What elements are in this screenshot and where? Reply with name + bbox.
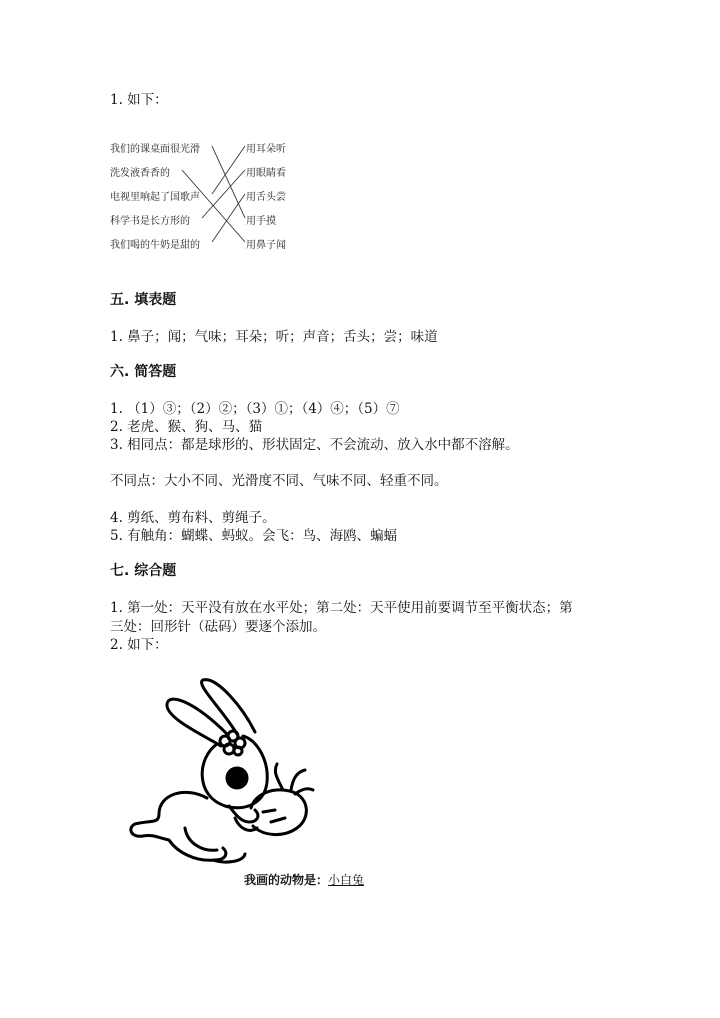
section-5-heading: 五. 填表题 — [110, 292, 177, 308]
match-left-1: 我们的课桌面很光滑 — [110, 144, 200, 155]
q4-item1: 1. 如下： — [110, 92, 168, 108]
match-line-1 — [212, 146, 245, 218]
match-left-4: 科学书是长方形的 — [110, 216, 190, 227]
match-left-2: 洗发液香香的 — [110, 168, 170, 179]
matching-lines — [0, 0, 720, 300]
rabbit-drawing — [125, 678, 365, 878]
match-line-3 — [212, 146, 245, 194]
s6-item1: 1. （1）③；（2）②；（3）①；（4）④；（5）⑦ — [110, 401, 400, 417]
drawing-caption — [244, 871, 364, 888]
section-7-heading: 七. 综合题 — [110, 563, 177, 579]
s6-item3: 3. 相同点：都是球形的、形状固定、不会流动、放入水中都不溶解。 — [110, 437, 519, 453]
section-6-heading: 六. 简答题 — [110, 364, 177, 380]
match-right-3: 用舌头尝 — [246, 192, 286, 203]
match-left-3: 电视里响起了国歌声 — [110, 192, 200, 203]
caption-label: 我画的动物是： — [244, 873, 329, 887]
match-right-4: 用手摸 — [246, 216, 276, 227]
caption-answer: 小白兔 — [328, 873, 365, 887]
s7-item2: 2. 如下： — [110, 637, 168, 653]
s5-item1: 1. 鼻子；闻；气味；耳朵；听；声音；舌头；尝；味道 — [110, 329, 438, 345]
s6-item5: 5. 有触角：蝴蝶、蚂蚁。会飞：鸟、海鸥、蝙蝠 — [110, 528, 398, 544]
s6-item3-diff: 不同点：大小不同、光滑度不同、气味不同、轻重不同。 — [110, 473, 448, 489]
s6-item2: 2. 老虎、猴、狗、马、猫 — [110, 419, 263, 435]
s6-item4: 4. 剪纸、剪布料、剪绳子。 — [110, 510, 276, 526]
match-right-2: 用眼睛看 — [246, 168, 286, 179]
s7-item1-line1: 1. 第一处：天平没有放在水平处；第二处：天平使用前要调节至平衡状态；第 — [110, 600, 573, 616]
match-right-1: 用耳朵听 — [246, 144, 286, 155]
s7-item1-line2: 三处：回形针（砝码）要逐个添加。 — [110, 619, 326, 635]
match-left-5: 我们喝的牛奶是甜的 — [110, 240, 200, 251]
match-right-5: 用鼻子闻 — [246, 240, 286, 251]
